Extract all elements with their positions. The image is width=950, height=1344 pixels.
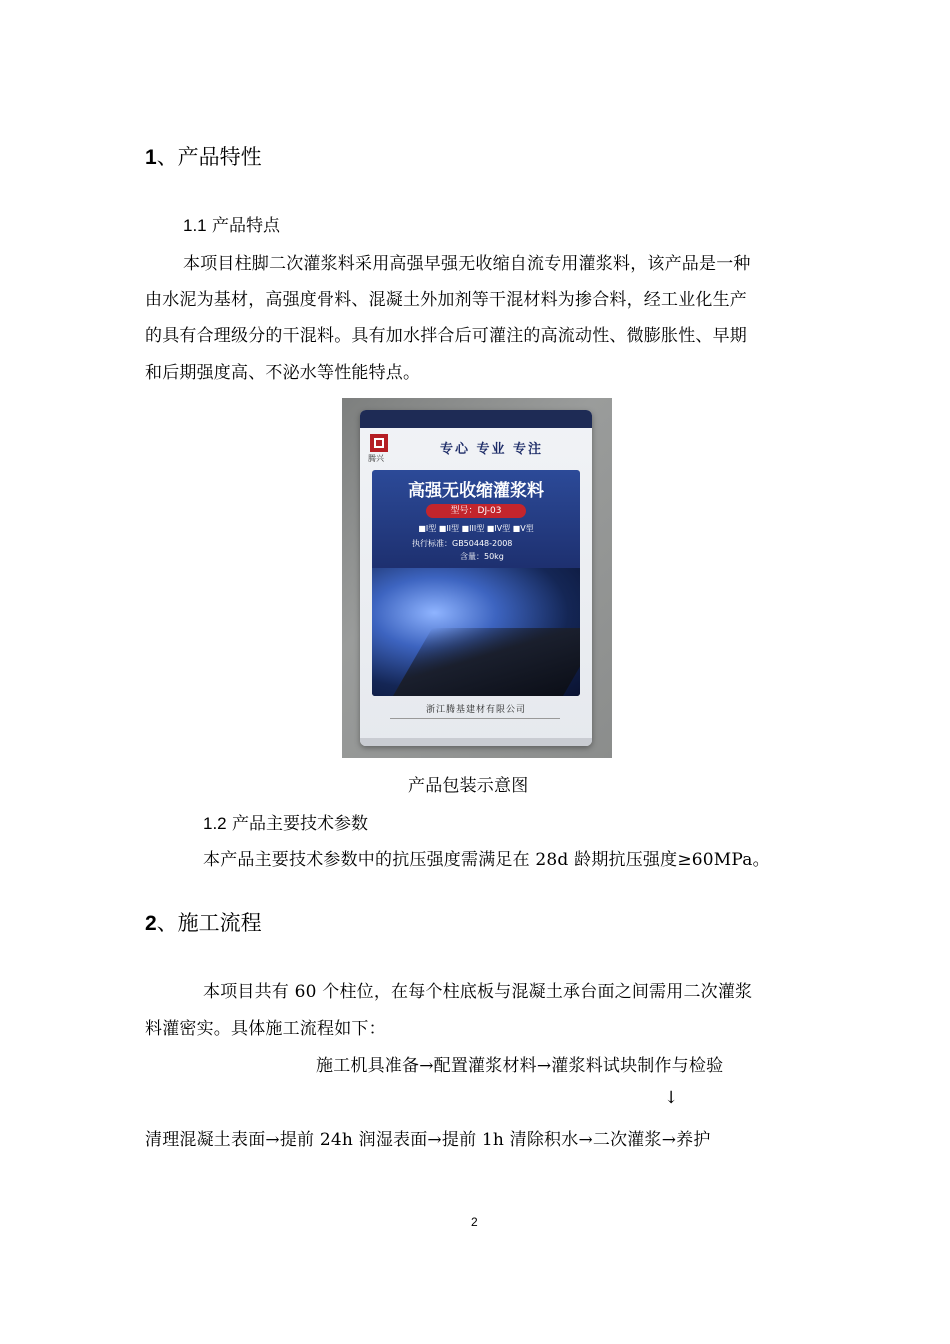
figure-caption: 产品包装示意图 xyxy=(408,776,529,796)
flow-down-arrow: ↓ xyxy=(664,1088,679,1108)
section-1-title: 、产品特性 xyxy=(156,145,262,169)
flow-line-1: 施工机具准备→配置灌浆材料→灌浆料试块制作与检验 xyxy=(316,1056,724,1076)
product-package-photo xyxy=(342,398,612,758)
bag-model: 型号：DJ-03 xyxy=(426,504,526,518)
paragraph-line: 本项目共有 60 个柱位，在每个柱底板与混凝土承台面之间需用二次灌浆 xyxy=(203,982,753,1002)
bag-title: 高强无收缩灌浆料 xyxy=(408,481,544,501)
bag-top-band xyxy=(360,410,592,428)
bag-bottom-band xyxy=(360,738,592,746)
subsection-1-1-heading xyxy=(183,211,280,236)
bag-standard: 执行标准：GB50448-2008 xyxy=(412,539,513,548)
subsection-1-1-title: 产品特点 xyxy=(212,216,281,236)
subsection-1-2-number: 1.2 xyxy=(203,814,227,833)
section-2-heading xyxy=(145,907,262,937)
section-1-heading xyxy=(145,141,262,171)
brand-logo-icon xyxy=(370,434,388,452)
subsection-1-1-number: 1.1 xyxy=(183,216,207,235)
paragraph-line: 和后期强度高、不泌水等性能特点。 xyxy=(145,363,421,383)
section-2-title: 、施工流程 xyxy=(156,911,262,935)
paragraph-line: 本项目柱脚二次灌浆料采用高强早强无收缩自流专用灌浆料，该产品是一种 xyxy=(183,254,751,274)
road-image xyxy=(372,568,580,696)
bag-weight: 含量：50kg xyxy=(460,552,504,561)
flow-line-2: 清理混凝土表面→提前 24h 润湿表面→提前 1h 清除积水→二次灌浆→养护 xyxy=(145,1130,711,1150)
paragraph-line: 的具有合理级分的干混料。具有加水拌合后可灌注的高流动性、微膨胀性、早期 xyxy=(145,326,747,346)
section-1-number: 1 xyxy=(145,146,157,169)
section-2-number: 2 xyxy=(145,912,157,935)
subsection-1-2-title: 产品主要技术参数 xyxy=(232,814,369,834)
grout-bag xyxy=(360,410,592,746)
bag-slogan: 专心 专业 专注 xyxy=(440,442,544,457)
bag-blue-panel xyxy=(372,470,580,696)
paragraph-line: 由水泥为基材，高强度骨料、混凝土外加剂等干混材料为掺合料，经工业化生产 xyxy=(145,290,747,310)
bag-types: ■I型 ■II型 ■III型 ■IV型 ■V型 xyxy=(418,524,534,533)
paragraph-line: 料灌密实。具体施工流程如下： xyxy=(145,1019,386,1039)
subsection-1-2-heading xyxy=(203,809,368,834)
page-number: 2 xyxy=(471,1215,478,1229)
bag-brand: 腾兴 xyxy=(368,454,384,463)
bag-company: 浙江腾基建材有限公司 xyxy=(425,705,526,715)
bag-footer-line xyxy=(390,718,560,729)
tech-param-paragraph: 本产品主要技术参数中的抗压强度需满足在 28d 龄期抗压强度≥60MPa。 xyxy=(203,850,770,870)
